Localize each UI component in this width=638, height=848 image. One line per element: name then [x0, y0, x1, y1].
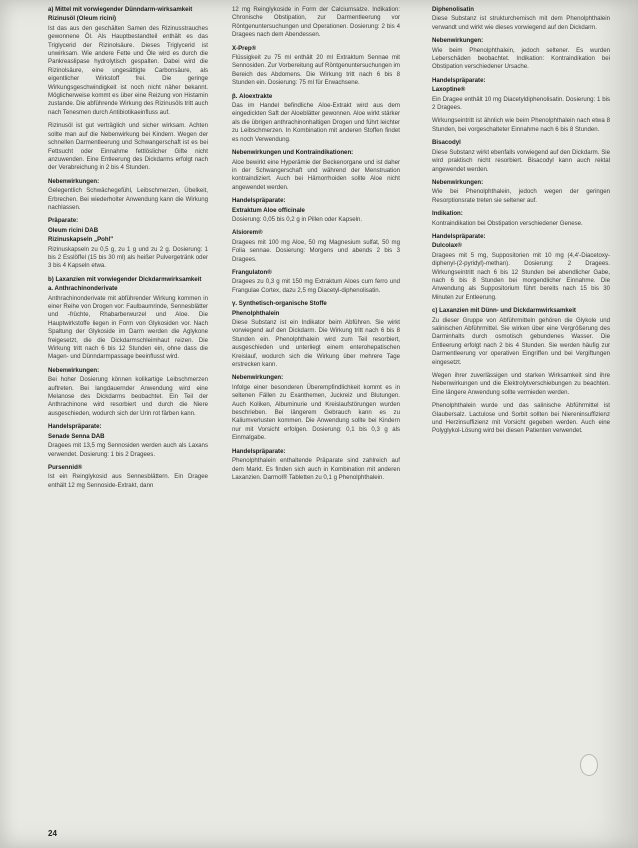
- text-block: [432, 307, 610, 367]
- text-block: [48, 464, 208, 490]
- text-block: [432, 179, 610, 205]
- text-block: [432, 37, 610, 72]
- paragraph: Phenolphthalein wurde und das salinische Abführmittel ist Glaubersalz. Lactulose und Sorbit sollten bei Niereninsuffizienz und Herzinsuffizienz mit Vorsicht gegeben werden. Auch eine Polyglykol-Lösung wird bei diesen Patienten verwendet.: [432, 402, 610, 435]
- section-heading: Rizinusöl (Oleum ricini): [48, 15, 117, 23]
- section-heading: Dulcolax®: [432, 242, 462, 250]
- paragraph: Ein Dragee enthält 10 mg Diacetyldiphenolisatin. Dosierung: 1 bis 2 Dragees.: [432, 95, 610, 112]
- section-heading: Frangulaton®: [232, 268, 272, 276]
- section-heading: Phenolphthalein: [232, 309, 280, 317]
- section-heading: Handelspräparate:: [432, 76, 486, 84]
- text-block: [48, 276, 208, 284]
- text-block: [48, 423, 208, 431]
- paragraph: Zu dieser Gruppe von Abführmitteln gehören die Glykole und salinischen Abführmittel. Sie wirken über eine Vergrößerung des Darminhalts durch osmotisch gebundenes Wasser. Die Entleerung erfolgt nach 2 bis 4 Stunden. Sie werden häufig zur Darmentleerung vor operativen Eingriffen und bei Vergiftungen eingesetzt.: [432, 316, 610, 366]
- section-heading: Handelspräparate:: [232, 447, 286, 455]
- text-column-left: [48, 6, 208, 828]
- section-heading: Präparate:: [48, 217, 79, 225]
- paragraph: Wie bei Phenolphthalein, jedoch wegen der geringen Resorptionsrate treten sie seltener auf.: [432, 188, 610, 204]
- paragraph: Diese Substanz wirkt ebenfalls vorwiegend auf den Dickdarm. Sie wird praktisch nicht resorbiert. Bisacodyl kann auch rektal angewendet werden.: [432, 148, 610, 173]
- section-heading: Bisacodyl: [432, 139, 461, 147]
- paragraph: Infolge einer besonderen Überempfindlichkeit kommt es in seltenen Fällen zu Exanthemen, Juckreiz und Blutungen. Auch Koliken, Albuminurie und Kreislaufstörungen wurden beschrieben. Bei längerem Gebrauch kann es zu Kaliumverlusten kommen. Die Anwendung sollte bei Kindern nur mit Vorsicht erfolgen. Dosierung: 0,1 bis 0,3 g als Einmalgabe.: [232, 383, 400, 442]
- paragraph: Ist ein Reinglykosid aus Sennesblättern. Ein Dragee enthält 12 mg Sennoside-Extrakt, dann: [48, 473, 208, 489]
- paragraph: Diese Substanz ist strukturchemisch mit dem Phenolphthalein verwandt und wirkt wie dieses vorwiegend auf den Dickdarm.: [432, 15, 610, 31]
- text-block: [432, 233, 610, 241]
- page-curl-mark: [580, 754, 598, 776]
- section-heading: Nebenwirkungen:: [432, 37, 484, 45]
- section-heading: Laxoptine®: [432, 86, 466, 94]
- section-heading: Indikation:: [432, 210, 463, 218]
- text-block: [432, 372, 610, 397]
- text-block: [232, 310, 400, 370]
- text-block: [48, 15, 208, 117]
- paragraph: Wie beim Phenolphthalein, jedoch seltener. Es wurden Leberschäden beobachtet. Indikation: Kontraindikation bei Obstipation verschiedener Ursache.: [432, 46, 610, 71]
- paragraph: Dragees mit 100 mg Aloe, 50 mg Magnesium sulfat, 50 mg Folia sennae. Dosierung: Morgens und abends 2 bis 3 Dragees.: [232, 238, 400, 263]
- section-heading: Senade Senna DAB: [48, 432, 105, 440]
- text-block: [232, 149, 400, 192]
- paragraph: Phenolphthalein enthaltende Präparate sind zahlreich auf dem Markt. Es finden sich auch in Kombination mit anderen Laxanzien. Darmol® Tabletten zu 0,1 g Phenolphthalein.: [232, 457, 400, 481]
- paragraph: Bei hoher Dosierung können kolikartige Leibschmerzen auftreten. Bei langdauernder Anwendung wird eine Melanose des Dickdarms beobachtet. Ein Teil der Anthrachinone wird resorbiert und durch die Niere ausgeschieden, wodurch sich der Urin rot färben kann.: [48, 376, 208, 417]
- section-heading: Handelspräparate:: [48, 423, 102, 431]
- text-block: [48, 367, 208, 418]
- section-heading: Nebenwirkungen:: [48, 366, 100, 374]
- text-block: [432, 117, 610, 134]
- text-block: [48, 217, 208, 225]
- section-heading: a. Anthrachinonderivate: [48, 285, 118, 293]
- text-column-middle: [232, 6, 400, 828]
- section-heading: b) Laxanzien mit vorwiegender Dickdarmwirksamkeit: [48, 275, 202, 283]
- text-block: [432, 86, 610, 112]
- section-heading: Nebenwirkungen und Kontraindikationen:: [232, 149, 354, 157]
- text-block: [232, 374, 400, 442]
- paragraph: Dragees mit 13,5 mg Sennosiden werden auch als Laxans verwendet. Dosierung: 1 bis 2 Dragees.: [48, 442, 208, 458]
- text-block: [232, 6, 400, 40]
- paragraph: Diese Substanz ist ein Indikator beim Abführen. Sie wirkt vorwiegend auf den Dickdarm. Die Wirkung tritt nach 6 bis 8 Stunden ein. Phenolphthalein wird zum Teil resorbiert, ausgeschieden und unterliegt einem enterohepatischen Kreislauf, wodurch sich die Wirkung über mehrere Tage erstrecken kann.: [232, 319, 400, 369]
- text-block: [232, 229, 400, 264]
- text-block: [232, 448, 400, 483]
- text-block: [48, 178, 208, 213]
- paragraph: Dragees zu 0,3 g mit 150 mg Extraktum Aloes cum ferro und Frangulae Cortex, dazu 2,5 mg Diacetyl-diphenolisatin.: [232, 278, 400, 294]
- text-block: [48, 227, 208, 235]
- text-block: [232, 93, 400, 144]
- text-block: [48, 285, 208, 362]
- paragraph: Wirkungseintritt ist ähnlich wie beim Phenolphthalein nach etwa 8 Stunden, bei vorgeschalteter Einnahme nach 6 bis 8 Stunden.: [432, 117, 610, 133]
- text-block: [432, 242, 610, 302]
- text-block: [432, 6, 610, 32]
- paragraph: Kontraindikation bei Obstipation verschiedener Genese.: [432, 219, 583, 227]
- text-block: [432, 139, 610, 174]
- section-heading: Nebenwirkungen:: [432, 178, 484, 186]
- text-block: [48, 122, 208, 172]
- text-block: [432, 402, 610, 436]
- paragraph: Rizinuskapseln zu 0,5 g, zu 1 g und zu 2 g. Dosierung: 1 bis 2 Esslöffel (15 bis 30 ml) als heißer Pulvergetränk oder 3 bis 4 Kapseln etwa.: [48, 245, 208, 270]
- section-heading: Rizinuskapseln „Pohl": [48, 236, 114, 244]
- text-block: [48, 236, 208, 271]
- text-block: [232, 45, 400, 88]
- section-heading: X-Prep®: [232, 44, 257, 52]
- section-heading: β. Aloextrakte: [232, 92, 273, 100]
- paragraph: Dragees mit 5 mg, Suppositorien mit 10 mg (4,4'-Diacetoxy-diphenyl-(2-pyridyl)-methan). Dosierung: 2 Dragees. Wirkungseintritt nach 6 bis 12 Stunden bei abendlicher Gabe, nach 6 bis 8 Stunden bei morgendlicher Einnahme. Die Anwendung als Suppositorium führt bereits nach 15 bis 30 Minuten zur Entleerung.: [432, 251, 610, 301]
- section-heading: Diphenolisatin: [432, 6, 474, 13]
- text-block: [432, 77, 610, 85]
- text-block: [232, 269, 400, 295]
- section-heading: c) Laxanzien mit Dünn- und Dickdarmwirksamkeit: [432, 307, 576, 315]
- paragraph: Ist das aus den geschälten Samen des Rizinusstrauches gewonnene Öl. Als Hauptbestandteil enthält es das Triglycerid der Rizinolsäure. Dieses Triglycerid ist unwirksam. Wie andere Fette und Öle wird es durch die Pankreaslipase hydrolytisch gespalten. Dabei wird die Rizinolsäure, eine ungesättigte Carbonsäure, als eigentlicher Wirkstoff frei. Die geringe Wirkungsgeschwindigkeit ist noch nicht näher bekannt. Möglicherweise kommt es über eine Reizung von Histamin zustande. Die abführende Wirkung des Rizinusöls tritt auch nach Tenesmen durch Antibiotikaeinfluss auf.: [48, 24, 208, 116]
- text-block: [48, 433, 208, 459]
- paragraph: Gelegentlich Schwächegefühl, Leibschmerzen, Übelkeit, Erbrechen. Bei wiederholter Anwendung kann die Wirkung nachlassen.: [48, 187, 208, 211]
- section-heading: Nebenwirkungen:: [232, 374, 284, 382]
- paragraph: Dosierung: 0,05 bis 0,2 g in Pillen oder Kapseln.: [232, 215, 363, 223]
- section-heading: Nebenwirkungen:: [48, 177, 100, 185]
- paragraph: 12 mg Reinglykoside in Form der Calciumsalze. Indikation: Chronische Obstipation, zur Darmentleerung vor Röntgenuntersuchungen und Operationen. Dosierung: 2 bis 4 Dragees nach dem Abendessen.: [232, 6, 400, 39]
- section-heading: Oleum ricini DAB: [48, 226, 99, 234]
- section-heading: Extraktum Aloe officinale: [232, 206, 305, 214]
- paragraph: Wegen ihrer zuverlässigen und starken Wirksamkeit sind ihre Nebenwirkungen und die Elektrolytverschiebungen zu beachten. Eine längere Anwendung sollte vermieden werden.: [432, 372, 610, 396]
- paragraph: Das im Handel befindliche Aloe-Extrakt wird aus dem eingedickten Saft der Aloeblätter gewonnen. Aloe wirkt stärker als die übrigen anthrachinonhaltigen Drogen und führt leichter zu Leibschmerzen. In Kombination mit anderen Stoffen findet es noch Verwendung.: [232, 102, 400, 143]
- page-number: 24: [48, 829, 57, 838]
- section-heading: Pursennid®: [48, 463, 83, 471]
- section-heading: Alsiorem®: [232, 229, 263, 237]
- section-heading: Handelspräparate:: [432, 232, 486, 240]
- text-block: [232, 197, 400, 205]
- text-block: [232, 300, 400, 308]
- section-heading: γ. Synthetisch-organische Stoffe: [232, 300, 327, 308]
- paragraph: Aloe bewirkt eine Hyperämie der Beckenorgane und ist daher in der Schwangerschaft und während der Menstruation kontraindiziert. Auch bei Hämorrhoiden sollte Aloe nicht angewendet werden.: [232, 158, 400, 191]
- section-heading: Handelspräparate:: [232, 197, 286, 205]
- text-block: [48, 6, 208, 14]
- text-column-right: [432, 6, 610, 828]
- paragraph: Rizinusöl ist gut verträglich und sicher wirksam. Achten sollte man auf die Nebenwirkung bei Kindern. Wegen der schnellen Darmentleerung und Schwangerschaft ist es bei Fettsucht oder Einnahme fettlöslicher Gifte nicht anzuwenden. Eine Entleerung des Dickdarms erfolgt nach der Verabreichung in 2 bis 4 Stunden.: [48, 122, 208, 172]
- paragraph: Flüssigkeit zu 75 ml enthält 20 ml Extraktum Sennae mit Sennosiden. Zur Vorbereitung auf Röntgenuntersuchungen im Bereich des Abdomens. Die Wirkung tritt nach 6 bis 8 Stunden ein. Dosierung: 75 ml für Erwachsene.: [232, 54, 400, 87]
- section-heading: a) Mittel mit vorwiegender Dünndarm-wirksamkeit: [48, 6, 193, 13]
- text-block: [232, 207, 400, 225]
- text-block: [432, 210, 610, 228]
- paragraph: Anthrachinonderivate mit abführender Wirkung kommen in einer Reihe von Drogen vor: Faulbaumrinde, Sennesblätter und -früchte, Rhabarberwurzel und Aloe. Die Hauptwirkstoffe liegen in Form von Glykosiden vor. Nach Spaltung der Glykoside im Darm werden die Aglykone freigesetzt, die die Dickdarmschleimhaut reizen. Die Wirkung tritt nach 6 bis 12 Stunden ein, ohne dass die Magen- und Dünndarmpassage beeinflusst wird.: [48, 294, 208, 361]
